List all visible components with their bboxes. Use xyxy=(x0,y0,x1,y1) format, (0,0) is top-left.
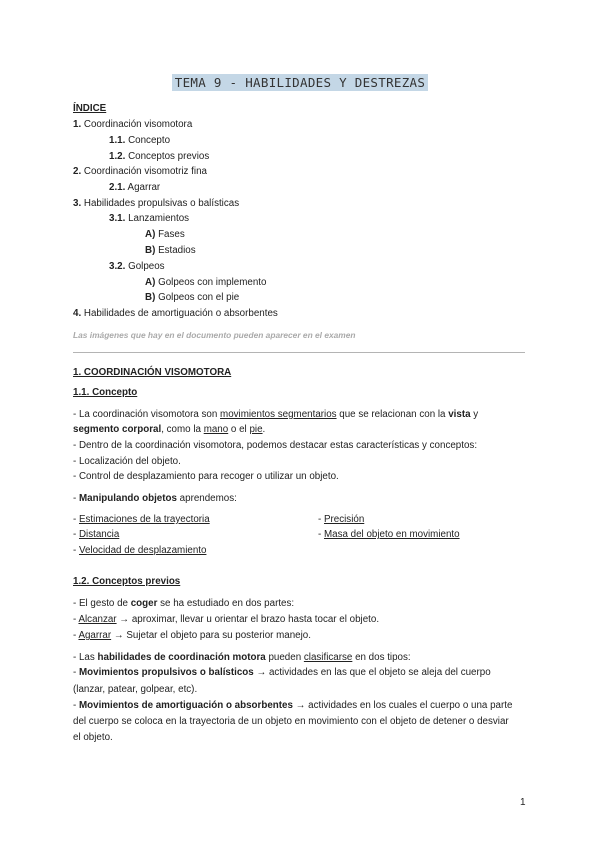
index-item: 1.2. Conceptos previos xyxy=(109,151,210,162)
index-item: 2.1. Agarrar xyxy=(109,182,161,193)
index-item: 1.1. Concepto xyxy=(109,135,171,146)
paragraph: - Manipulando objetos aprendemos: xyxy=(73,493,237,504)
index-item: 2. Coordinación visomotriz fina xyxy=(73,166,207,177)
index-item: 3.1. Lanzamientos xyxy=(109,213,190,224)
subsection-heading: 1.1. Concepto xyxy=(73,387,138,398)
paragraph: el objeto. xyxy=(73,732,113,743)
paragraph: - Alcanzar → aproximar, llevar u orientar el brazo hasta tocar el objeto. xyxy=(73,614,380,625)
paragraph: - Movimientos de amortiguación o absorbentes → actividades en los cuales el cuerpo o una parte xyxy=(73,700,513,711)
index-item: A) Fases xyxy=(145,229,185,240)
index-note: Las imágenes que hay en el documento pueden aparecer en el examen xyxy=(73,330,356,340)
paragraph: - Las habilidades de coordinación motora pueden clasificarse en dos tipos: xyxy=(73,652,411,663)
index-item: 1. Coordinación visomotora xyxy=(73,119,193,130)
list-item: - Distancia xyxy=(73,529,120,540)
paragraph: - El gesto de coger se ha estudiado en dos partes: xyxy=(73,598,295,609)
paragraph: - La coordinación visomotora son movimientos segmentarios que se relacionan con la vista y xyxy=(73,409,479,420)
index-item: B) Golpeos con el pie xyxy=(145,292,240,303)
index-item: 4. Habilidades de amortiguación o absorbentes xyxy=(73,308,278,319)
list-item: - Velocidad de desplazamiento xyxy=(73,545,207,556)
index-item: A) Golpeos con implemento xyxy=(145,277,267,288)
subsection-heading: 1.2. Conceptos previos xyxy=(73,576,181,587)
index-item: 3.2. Golpeos xyxy=(109,261,165,272)
page-title xyxy=(0,74,600,92)
divider xyxy=(73,352,525,353)
paragraph: - Movimientos propulsivos o balísticos → actividades en las que el objeto se aleja del cuerpo xyxy=(73,667,491,678)
paragraph: segmento corporal, como la mano o el pie. xyxy=(73,424,266,435)
paragraph: - Dentro de la coordinación visomotora, podemos destacar estas características y conceptos: xyxy=(73,440,478,451)
list-item: - Estimaciones de la trayectoria xyxy=(73,514,210,525)
index-item: 3. Habilidades propulsivas o balísticas xyxy=(73,198,240,209)
paragraph: - Localización del objeto. xyxy=(73,456,181,467)
paragraph: (lanzar, patear, golpear, etc). xyxy=(73,684,198,695)
page-title-text: TEMA 9 - HABILIDADES Y DESTREZAS xyxy=(172,74,428,91)
list-item: - Precisión xyxy=(318,514,365,525)
page-number: 1 xyxy=(520,797,526,808)
paragraph: del cuerpo se coloca en la trayectoria de un objeto en movimiento con el objeto de detener o desviar xyxy=(73,716,509,727)
index-heading: ÍNDICE xyxy=(73,103,107,114)
paragraph: - Control de desplazamiento para recoger o utilizar un objeto. xyxy=(73,471,339,482)
index-item: B) Estadios xyxy=(145,245,196,256)
list-item: - Masa del objeto en movimiento xyxy=(318,529,460,540)
paragraph: - Agarrar → Sujetar el objeto para su posterior manejo. xyxy=(73,630,311,641)
section-heading: 1. COORDINACIÓN VISOMOTORA xyxy=(73,367,232,378)
